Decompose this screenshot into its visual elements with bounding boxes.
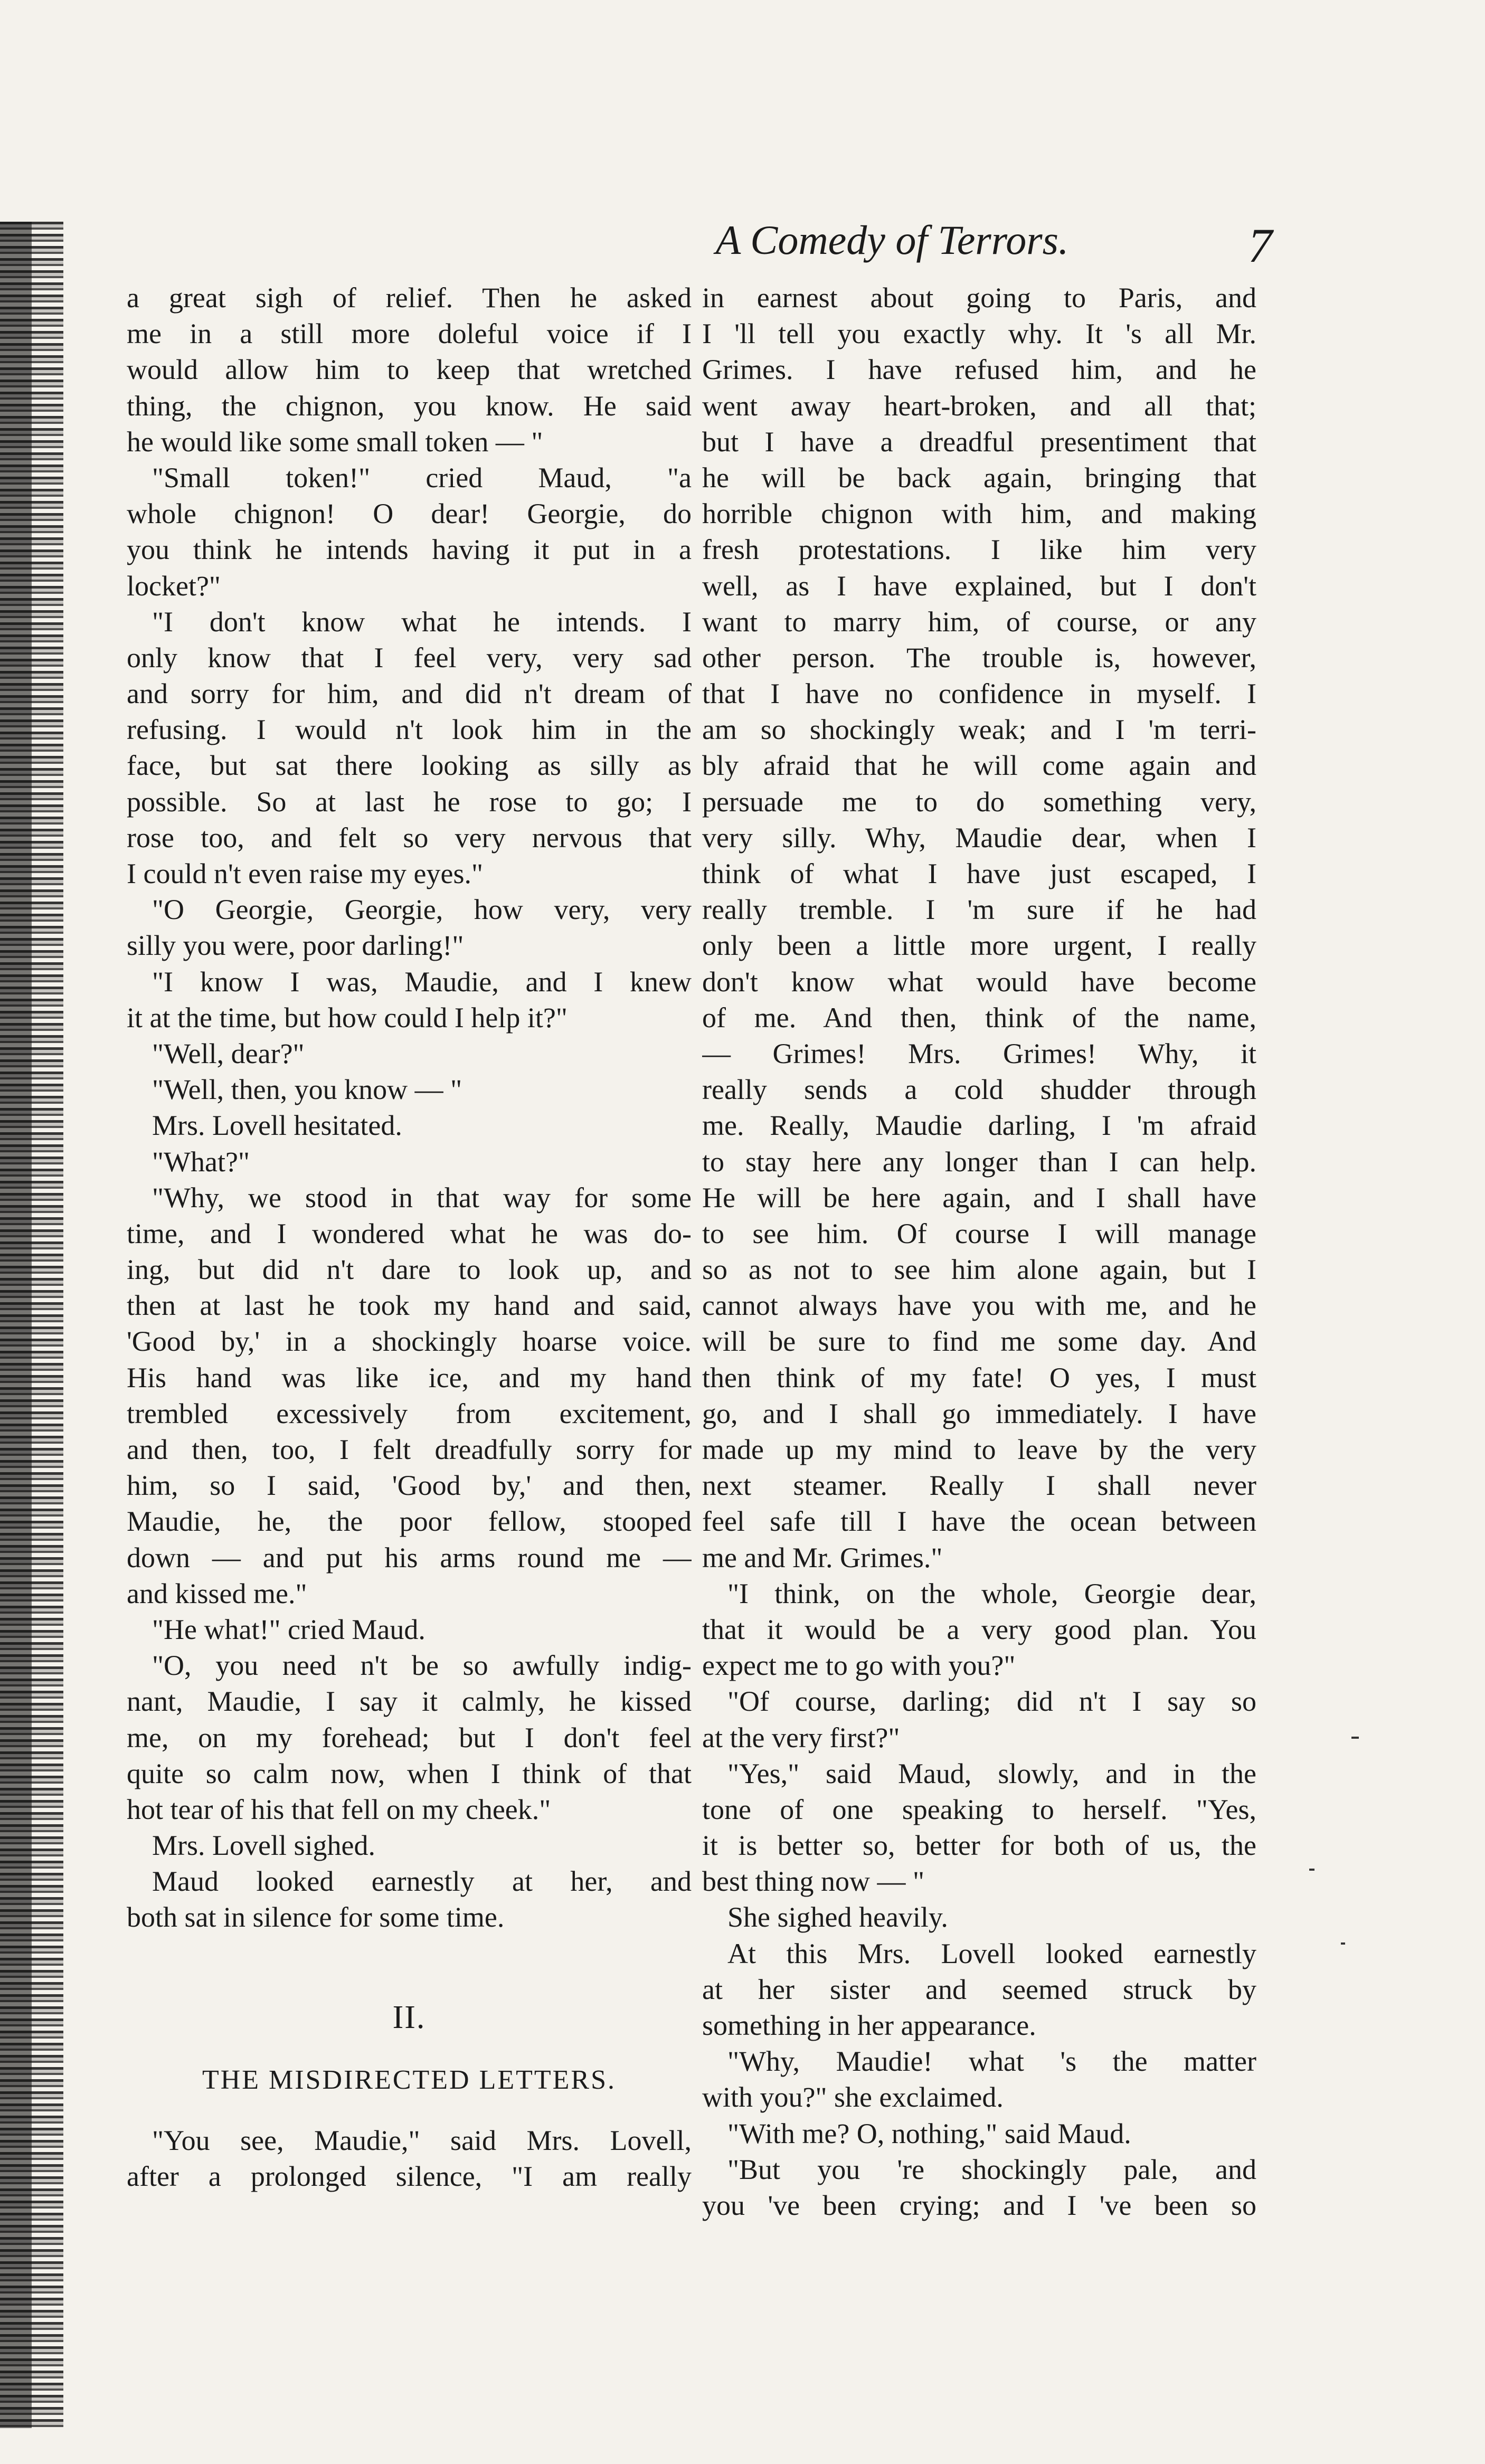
text-line: to see him. Of course I will manage — [702, 1217, 1256, 1249]
text-line: went away heart-broken, and all that; — [702, 390, 1256, 422]
text-line: a great sigh of relief. Then he asked — [127, 282, 692, 314]
text-line: something in her appearance. — [702, 2010, 1036, 2041]
text-line: thing, the chignon, you know. He said — [127, 390, 692, 422]
text-line: of me. And then, think of the name, — [702, 1001, 1256, 1034]
section-spacer — [127, 2041, 692, 2059]
text-line: at the very first?" — [702, 1721, 900, 1754]
text-line: me in a still more doleful voice if I — [127, 318, 692, 350]
text-line: I could n't even raise my eyes." — [127, 858, 484, 889]
text-line: Mrs. Lovell sighed. — [152, 1830, 375, 1862]
text-line: locket?" — [127, 570, 221, 602]
text-line: really sends a cold shudder through — [702, 1074, 1256, 1106]
text-line: "Why, we stood in that way for some — [152, 1181, 692, 1214]
text-line: "O, you need n't be so awfully indig- — [152, 1650, 692, 1682]
text-line: only been a little more urgent, I really — [702, 930, 1256, 962]
text-line: Mrs. Lovell hesitated. — [152, 1110, 402, 1142]
text-line: down — and put his arms round me — — [127, 1541, 692, 1574]
text-line: he would like some small token — " — [127, 425, 543, 458]
text-line: cannot always have you with me, and he — [702, 1290, 1256, 1322]
text-line: am so shockingly weak; and I 'm terri- — [702, 714, 1256, 746]
running-head: A Comedy of Terrors. — [715, 217, 1069, 263]
text-line: 'Good by,' in a shockingly hoarse voice. — [127, 1325, 692, 1358]
text-line: that I have no confidence in myself. I — [702, 678, 1256, 710]
text-line: ing, but did n't dare to look up, and — [127, 1254, 692, 1286]
binding-gutter — [0, 222, 63, 2428]
text-line: trembled excessively from excitement, — [127, 1397, 692, 1429]
text-line: rose too, and felt so very nervous that — [127, 821, 692, 854]
text-line: — Grimes! Mrs. Grimes! Why, it — [702, 1037, 1256, 1069]
text-line: go, and I shall go immediately. I have — [702, 1397, 1256, 1429]
text-line: "O Georgie, Georgie, how very, very — [152, 894, 692, 926]
text-line: "I know I was, Maudie, and I knew — [152, 965, 692, 998]
text-line: "I think, on the whole, Georgie dear, — [727, 1577, 1256, 1609]
text-line: "Small token!" cried Maud, "a — [152, 461, 692, 494]
text-line: "Well, then, you know — " — [152, 1074, 462, 1106]
section-spacer — [127, 2101, 692, 2122]
text-line: with you?" she exclaimed. — [702, 2081, 1004, 2114]
text-line: next steamer. Really I shall never — [702, 1470, 1256, 1502]
text-line: that it would be a very good plan. You — [702, 1613, 1256, 1645]
text-line: in earnest about going to Paris, and — [702, 282, 1256, 314]
text-line: at her sister and seemed struck by — [702, 1973, 1256, 2005]
text-line: it is better so, better for both of us, the — [702, 1830, 1256, 1862]
text-line: want to marry him, of course, or any — [702, 605, 1256, 638]
text-line: Maud looked earnestly at her, and — [152, 1865, 692, 1898]
text-line: will be sure to find me some day. And — [702, 1325, 1256, 1358]
text-line: "But you 're shockingly pale, and — [727, 2153, 1256, 2185]
text-line: he will be back again, bringing that — [702, 461, 1256, 494]
text-line: don't know what would have become — [702, 965, 1256, 998]
text-line: him, so I said, 'Good by,' and then, — [127, 1470, 692, 1502]
margin-mark — [1309, 1869, 1314, 1871]
text-line: "You see, Maudie," said Mrs. Lovell, — [152, 2124, 692, 2156]
text-line: and then, too, I felt dreadfully sorry for — [127, 1434, 692, 1465]
right-column — [702, 280, 1256, 2223]
text-line: me and Mr. Grimes." — [702, 1541, 943, 1574]
text-line: "Yes," said Maud, slowly, and in the — [727, 1757, 1256, 1789]
text-line: time, and I wondered what he was do- — [127, 1217, 692, 1249]
text-line: so as not to see him alone again, but I — [702, 1254, 1256, 1286]
text-line: hot tear of his that fell on my cheek." — [127, 1793, 551, 1825]
text-line: made up my mind to leave by the very — [702, 1434, 1256, 1465]
text-line: horrible chignon with him, and making — [702, 498, 1256, 530]
text-line: whole chignon! O dear! Georgie, do — [127, 498, 692, 530]
page-number: 7 — [1248, 219, 1272, 272]
text-line: fresh protestations. I like him very — [702, 534, 1256, 566]
text-line: She sighed heavily. — [727, 1901, 948, 1934]
section-number: II. — [392, 1999, 426, 2035]
margin-mark — [1351, 1737, 1359, 1739]
text-line: "Why, Maudie! what 's the matter — [727, 2045, 1256, 2078]
text-line: bly afraid that he will come again and — [702, 750, 1256, 782]
text-line: only know that I feel very, very sad — [127, 641, 692, 674]
text-line: "What?" — [152, 1145, 250, 1178]
text-line: "Well, dear?" — [152, 1037, 305, 1069]
text-line: face, but sat there looking as silly as — [127, 750, 692, 782]
left-column — [127, 280, 692, 2194]
text-line: persuade me to do something very, — [702, 785, 1256, 818]
text-line: me. Really, Maudie darling, I 'm afraid — [702, 1110, 1256, 1142]
text-line: I 'll tell you exactly why. It 's all Mr. — [702, 318, 1256, 350]
text-line: me, on my forehead; but I don't feel — [127, 1721, 692, 1754]
text-line: and kissed me." — [127, 1577, 307, 1609]
text-line: after a prolonged silence, "I am really — [127, 2160, 692, 2192]
text-line: you think he intends having it put in a — [127, 534, 692, 566]
text-line: He will be here again, and I shall have — [702, 1181, 1256, 1214]
text-line: At this Mrs. Lovell looked earnestly — [727, 1937, 1256, 1969]
text-line: best thing now — " — [702, 1865, 925, 1898]
text-line: quite so calm now, when I think of that — [127, 1757, 692, 1789]
text-line: very silly. Why, Maudie dear, when I — [702, 821, 1256, 854]
text-line: but I have a dreadful presentiment that — [702, 425, 1256, 458]
text-line: expect me to go with you?" — [702, 1650, 1016, 1682]
text-line: tone of one speaking to herself. "Yes, — [702, 1793, 1256, 1825]
text-line: possible. So at last he rose to go; I — [127, 785, 692, 818]
text-line: really tremble. I 'm sure if he had — [702, 894, 1256, 926]
text-line: then think of my fate! O yes, I must — [702, 1361, 1256, 1394]
text-line: both sat in silence for some time. — [127, 1901, 505, 1934]
text-line: and sorry for him, and did n't dream of — [127, 678, 692, 710]
text-line: other person. The trouble is, however, — [702, 641, 1256, 674]
text-line: well, as I have explained, but I don't — [702, 570, 1256, 602]
text-line: nant, Maudie, I say it calmly, he kissed — [127, 1685, 692, 1718]
text-line: then at last he took my hand and said, — [127, 1290, 692, 1322]
text-line: His hand was like ice, and my hand — [127, 1361, 692, 1394]
text-line: it at the time, but how could I help it?" — [127, 1001, 567, 1034]
text-line: feel safe till I have the ocean between — [702, 1505, 1256, 1538]
text-line: Maudie, he, the poor fellow, stooped — [127, 1505, 692, 1538]
margin-mark — [1341, 1942, 1345, 1945]
section-spacer — [127, 1936, 692, 1994]
text-line: "He what!" cried Maud. — [152, 1613, 425, 1645]
section-title: THE MISDIRECTED LETTERS. — [202, 2064, 617, 2095]
text-line: silly you were, poor darling!" — [127, 930, 464, 962]
text-line: you 've been crying; and I 've been so — [702, 2189, 1256, 2221]
text-line: to stay here any longer than I can help. — [702, 1145, 1256, 1178]
text-line: "With me? O, nothing," said Maud. — [727, 2117, 1131, 2149]
text-line: "I don't know what he intends. I — [152, 605, 692, 638]
text-line: Grimes. I have refused him, and he — [702, 354, 1256, 386]
text-line: "Of course, darling; did n't I say so — [727, 1685, 1256, 1718]
text-line: think of what I have just escaped, I — [702, 858, 1256, 889]
text-line: refusing. I would n't look him in the — [127, 714, 692, 746]
text-line: would allow him to keep that wretched — [127, 354, 692, 386]
